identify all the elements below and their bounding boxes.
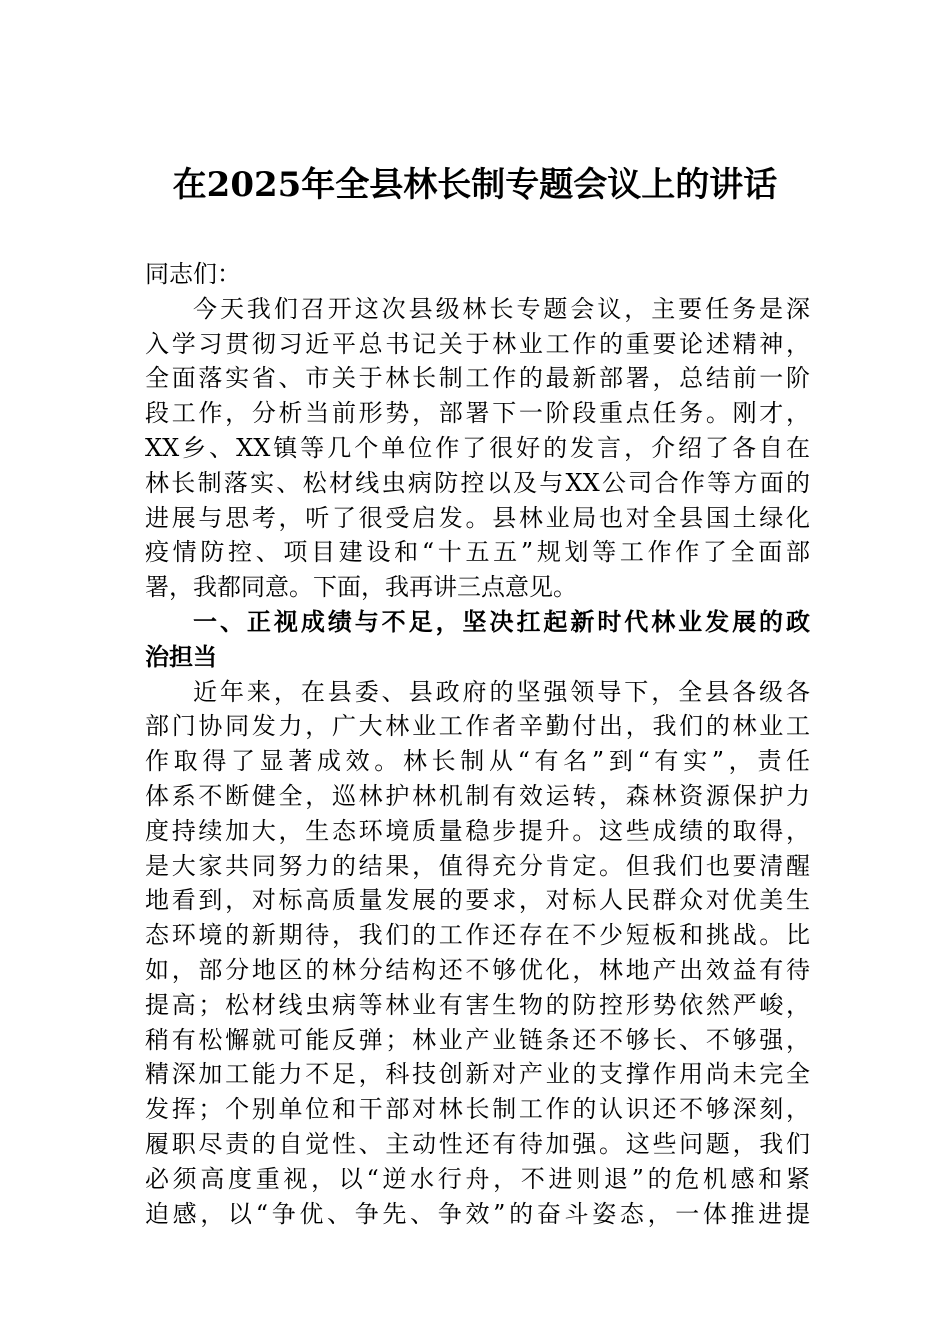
paragraph-line: 是大家共同努力的结果，值得充分肯定。但我们也要清醒 [145,851,810,880]
paragraph-line: 度持续加大，生态环境质量稳步提升。这些成绩的取得， [145,816,810,845]
paragraph-line: 提高；松材线虫病等林业有害生物的防控形势依然严峻， [145,990,810,1019]
paragraph-line: 入学习贯彻习近平总书记关于林业工作的重要论述精神， [145,329,810,358]
paragraph-line: 进展与思考，听了很受启发。县林业局也对全县国土绿化 [145,503,810,532]
document-body [145,257,810,1231]
section-heading-line: 一、正视成绩与不足，坚决扛起新时代林业发展的政 [193,607,810,636]
paragraph-line: 精深加工能力不足，科技创新对产业的支撑作用尚未完全 [145,1060,810,1089]
paragraph-line: 如，部分地区的林分结构还不够优化，林地产出效益有待 [145,955,810,984]
paragraph-line: 今天我们召开这次县级林长专题会议，主要任务是深 [193,294,810,323]
section-heading-line: 治担当 [145,642,217,671]
paragraph-line: 迫感，以“争优、争先、争效”的奋斗姿态，一体推进提 [145,1199,810,1228]
paragraph-line: 全面落实省、市关于林长制工作的最新部署，总结前一阶 [145,364,810,393]
paragraph-line: XX乡、XX镇等几个单位作了很好的发言，介绍了各自在 [145,433,810,462]
paragraph-line: 必须高度重视，以“逆水行舟，不进则退”的危机感和紧 [145,1164,810,1193]
paragraph-line: 林长制落实、松材线虫病防控以及与XX公司合作等方面的 [145,468,810,497]
document-title: 在2025年全县林长制专题会议上的讲话 [172,165,778,205]
salutation-line: 同志们： [145,260,241,288]
paragraph-line: 稍有松懈就可能反弹；林业产业链条还不够长、不够强， [145,1025,810,1054]
paragraph-line: 地看到，对标高质量发展的要求，对标人民群众对优美生 [145,886,810,915]
paragraph-line: 履职尽责的自觉性、主动性还有待加强。这些问题，我们 [145,1129,810,1158]
paragraph-line: 段工作，分析当前形势，部署下一阶段重点任务。刚才， [145,399,810,428]
paragraph-line: 部门协同发力，广大林业工作者辛勤付出，我们的林业工 [145,712,810,741]
paragraph-line: 作取得了显著成效。林长制从“有名”到“有实”，责任 [145,747,810,776]
paragraph-line: 署，我都同意。下面，我再讲三点意见。 [145,573,577,602]
paragraph-line: 体系不断健全，巡林护林机制有效运转，森林资源保护力 [145,781,810,810]
paragraph-line: 态环境的新期待，我们的工作还存在不少短板和挑战。比 [145,921,810,950]
paragraph-line: 近年来，在县委、县政府的坚强领导下，全县各级各 [193,677,810,706]
paragraph-line: 疫情防控、项目建设和“十五五”规划等工作作了全面部 [145,538,810,567]
paragraph-line: 发挥；个别单位和干部对林长制工作的认识还不够深刻， [145,1095,810,1124]
